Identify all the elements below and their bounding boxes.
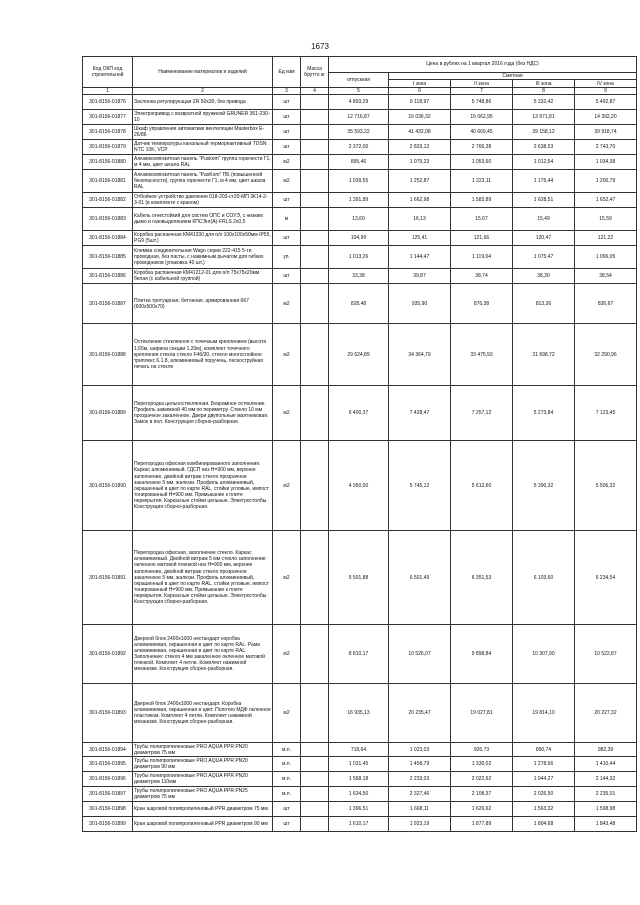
- row-unit: шт: [273, 231, 301, 246]
- row-release-price: 5 501,88: [329, 531, 389, 625]
- row-name: Алюмокомпозитная панель "PasKom" ПБ (повышенной безопасности), группа горючести Г1, м 4 мм, цвет шкала RAL: [133, 170, 273, 193]
- col-number: 5: [329, 88, 389, 95]
- row-zone1-price: 41 432,08: [389, 125, 451, 140]
- row-mass: [301, 386, 329, 441]
- col-header-release: отпускная: [329, 73, 389, 88]
- row-zone4-price: 982,39: [575, 743, 637, 757]
- row-code: 301-8156-01882: [83, 193, 133, 208]
- col-header-price-group: Цена в рублях на 1 квартал 2016 года (без НДС): [329, 57, 637, 73]
- row-name: Коробка распаечная КМ41330 для о/п 100x100x50мм IP55, PG9 (5шт.): [134, 232, 271, 245]
- row-code: 301-8156-01886: [83, 269, 133, 284]
- row-zone2-price: 926,73: [451, 743, 513, 757]
- row-zone2-price: 2 766,38: [451, 140, 513, 155]
- row-zone2-price: 1 626,62: [451, 802, 513, 817]
- row-zone4-price: 38,54: [575, 269, 637, 284]
- row-zone4-price: 121,22: [575, 231, 637, 246]
- row-name: Трубы полипропиленовые PRO AQUA PPR PN20 диаметром 75 мм: [133, 743, 273, 757]
- row-code: 301-8156-01885: [83, 246, 133, 269]
- row-zone2-price: 40 669,45: [451, 125, 513, 140]
- row-zone2-price: 19 027,81: [451, 684, 513, 743]
- row-zone1-price: 20 235,47: [389, 684, 451, 743]
- row-zone2-price: 1 877,89: [451, 817, 513, 832]
- table-row: [83, 787, 637, 802]
- row-zone2-price: 5 612,60: [451, 441, 513, 531]
- row-name: Дверной блок 2400x1000 нестандарт. Коробка алюминиевая, окрашенная в цвет. Полотно МДФ окленное пластиком. Комплект 4 петли. Комплект нажимной механизм. Конструкция сборно-разборная.: [133, 684, 273, 743]
- row-code: 301-8156-01894: [83, 743, 133, 757]
- table-row: [83, 531, 637, 625]
- row-zone3-price: 1 278,66: [513, 757, 575, 772]
- row-zone3-price: 15,49: [513, 208, 575, 231]
- row-unit: м: [273, 208, 301, 231]
- row-mass: [301, 757, 329, 772]
- row-zone1-price: 39,87: [389, 269, 451, 284]
- col-number: 8: [513, 88, 575, 95]
- row-zone1-price: 935,90: [389, 284, 451, 324]
- col-number: 3: [273, 88, 301, 95]
- row-release-price: 1 634,50: [329, 787, 389, 802]
- row-unit: м2: [273, 386, 301, 441]
- row-zone3-price: 1 175,44: [513, 170, 575, 193]
- row-zone2-price: 121,66: [451, 231, 513, 246]
- row-unit: шт: [273, 269, 301, 284]
- row-zone1-price: 1 079,23: [389, 155, 451, 170]
- row-name: Алюмокомпозитная панель "Puskom" группа горючести Г1, м 4 мм, цвет шкала RAL: [134, 156, 271, 169]
- row-mass: [301, 208, 329, 231]
- row-zone3-price: 1 628,51: [513, 193, 575, 208]
- row-code: 301-8156-01893: [83, 684, 133, 743]
- row-zone4-price: 836,67: [575, 284, 637, 324]
- table-row: [83, 140, 637, 155]
- row-code: 301-8156-01890: [83, 441, 133, 531]
- table-row: [83, 269, 637, 284]
- row-mass: [301, 193, 329, 208]
- row-zone4-price: 1 096,05: [575, 246, 637, 269]
- row-zone2-price: 9 898,84: [451, 625, 513, 684]
- row-zone1-price: 1 668,11: [389, 802, 451, 817]
- row-mass: [301, 140, 329, 155]
- row-zone2-price: 1 583,89: [451, 193, 513, 208]
- row-mass: [301, 246, 329, 269]
- price-table: [82, 56, 637, 832]
- row-unit: м2: [273, 324, 301, 386]
- table-row: [83, 231, 637, 246]
- row-zone4-price: 1 410,44: [575, 757, 637, 772]
- row-unit: шт: [273, 95, 301, 110]
- col-number: 4: [301, 88, 329, 95]
- row-name: Кран шаровой полипропиленовый PPR диаметром 90 мм: [133, 817, 273, 832]
- row-mass: [301, 817, 329, 832]
- row-zone2-price: 1 330,02: [451, 757, 513, 772]
- col-header-name: Наименование материалов и изделий: [133, 57, 273, 88]
- row-mass: [301, 155, 329, 170]
- row-zone2-price: 876,38: [451, 284, 513, 324]
- row-zone4-price: 2 235,01: [575, 787, 637, 802]
- row-code: 301-8156-01899: [83, 817, 133, 832]
- row-zone3-price: 1 012,54: [513, 155, 575, 170]
- row-zone4-price: 14 392,20: [575, 110, 637, 125]
- row-zone3-price: 10 307,90: [513, 625, 575, 684]
- row-release-price: 12 716,87: [329, 110, 389, 125]
- table-header: [83, 57, 637, 95]
- col-header-zone1: I зона: [389, 80, 451, 88]
- row-unit: шт: [273, 817, 301, 832]
- row-zone4-price: 7 123,45: [575, 386, 637, 441]
- row-unit: шт: [273, 125, 301, 140]
- row-release-price: 16 935,13: [329, 684, 389, 743]
- table-row: [83, 95, 637, 110]
- row-zone3-price: 5 332,42: [513, 95, 575, 110]
- row-zone3-price: 1 804,68: [513, 817, 575, 832]
- row-name: Кабель огнестойкий для систем ОПС и СОУЭ, с низким дымо и газовыделением КПСЭнг(А)-FRLS 2x0,5: [133, 208, 273, 231]
- row-name: Клемма соединительная Wago серии 222-415 5-ти проводная, без пасты, с нажимным рычагом для гибких проводников (упаковка 40 шт.): [133, 246, 273, 269]
- row-code: 301-8156-01895: [83, 757, 133, 772]
- row-mass: [301, 110, 329, 125]
- row-mass: [301, 772, 329, 787]
- col-number: 7: [451, 88, 513, 95]
- row-release-price: 13,60: [329, 208, 389, 231]
- row-unit: м.п.: [273, 743, 301, 757]
- row-mass: [301, 324, 329, 386]
- row-mass: [301, 269, 329, 284]
- row-zone2-price: 1 119,04: [451, 246, 513, 269]
- row-code: 301-8156-01889: [83, 386, 133, 441]
- col-header-code: Код ОКП код строительной: [83, 57, 133, 88]
- row-zone2-price: 2 022,62: [451, 772, 513, 787]
- row-zone1-price: 2 833,12: [389, 140, 451, 155]
- row-zone3-price: 38,30: [513, 269, 575, 284]
- table-body: [83, 95, 637, 832]
- row-unit: м2: [273, 531, 301, 625]
- row-zone4-price: 6 234,54: [575, 531, 637, 625]
- row-release-price: 895,46: [329, 155, 389, 170]
- row-zone2-price: 5 748,86: [451, 95, 513, 110]
- row-zone4-price: 15,59: [575, 208, 637, 231]
- row-name: Дверной блок 2400x1000 нестандарт коробка алюминиевая, окрашенная в цвет по карте RAL. Рама алюминиевая, окрашенная в цвет по карте RAL. Заполнение: стекло 4 мм закаленное окленное матовой пленкой. Комплект 4 петли. Комплект нажимной механизм. Конструкция сборно-разборная.: [133, 625, 273, 684]
- row-release-price: 4 950,00: [329, 441, 389, 531]
- table-row: [83, 125, 637, 140]
- row-zone4-price: 5 492,87: [575, 95, 637, 110]
- row-zone1-price: 7 428,47: [389, 386, 451, 441]
- row-zone2-price: 15,67: [451, 208, 513, 231]
- row-release-price: 1 031,45: [329, 757, 389, 772]
- row-code: 301-8156-01887: [83, 284, 133, 324]
- row-zone4-price: 1 200,79: [575, 170, 637, 193]
- row-zone1-price: 1 023,03: [389, 743, 451, 757]
- table-row: [83, 155, 637, 170]
- row-zone3-price: 1 944,27: [513, 772, 575, 787]
- row-code: 301-8156-01878: [83, 125, 133, 140]
- row-unit: уп.: [273, 246, 301, 269]
- col-header-zone2: II зона: [451, 80, 513, 88]
- row-zone2-price: 33 475,93: [451, 324, 513, 386]
- row-zone1-price: 16,13: [389, 208, 451, 231]
- row-code: 301-8156-01881: [83, 170, 133, 193]
- row-zone2-price: 1 223,11: [451, 170, 513, 193]
- row-release-price: 828,48: [329, 284, 389, 324]
- row-zone2-price: 7 257,12: [451, 386, 513, 441]
- row-release-price: 6 400,37: [329, 386, 389, 441]
- row-code: 301-8156-01892: [83, 625, 133, 684]
- row-release-price: 4 893,29: [329, 95, 389, 110]
- table-row: [83, 324, 637, 386]
- table-row: [83, 802, 637, 817]
- row-name: Трубы полипропиленовые PRO AQUA PPR PN20 диаметром 90 мм: [133, 757, 273, 772]
- row-unit: шт: [273, 193, 301, 208]
- row-name: Шкаф управления автоматики вентиляции Masterbox E-26/86: [133, 125, 273, 140]
- row-mass: [301, 684, 329, 743]
- row-zone1-price: 2 233,03: [389, 772, 451, 787]
- row-zone1-price: 6 501,49: [389, 531, 451, 625]
- row-zone4-price: 32 290,96: [575, 324, 637, 386]
- table-row: [83, 170, 637, 193]
- row-zone4-price: 10 522,87: [575, 625, 637, 684]
- row-release-price: 29 624,89: [329, 324, 389, 386]
- row-zone2-price: 1 053,60: [451, 155, 513, 170]
- row-zone1-price: 1 144,47: [389, 246, 451, 269]
- row-unit: м.п.: [273, 787, 301, 802]
- row-mass: [301, 125, 329, 140]
- row-unit: м2: [273, 625, 301, 684]
- row-zone1-price: 6 118,97: [389, 95, 451, 110]
- table-row: [83, 284, 637, 324]
- col-header-mass: Масса брутто кг: [301, 57, 329, 88]
- row-zone2-price: 6 351,53: [451, 531, 513, 625]
- row-mass: [301, 802, 329, 817]
- row-unit: м.п.: [273, 772, 301, 787]
- col-header-zone4: IV зона: [575, 80, 637, 88]
- row-zone1-price: 5 745,12: [389, 441, 451, 531]
- table-row: [83, 743, 637, 757]
- row-code: 301-8156-01876: [83, 95, 133, 110]
- row-name: Остекление стеклянное с точечным креплением (высота 1,65м, ширина секции 1,20м), комплект точечного крепления стекла стекло F4б/30, стекло многослойное триплекс 6.1.8, алюминиевый поручень, пескоструйная печать на стекле: [133, 324, 273, 386]
- row-zone3-price: 2 638,53: [513, 140, 575, 155]
- row-name: Трубы полипропиленовые PRO AQUA PPR PN20 диаметром 110мм: [133, 772, 273, 787]
- row-zone4-price: 39 918,74: [575, 125, 637, 140]
- row-zone3-price: 890,74: [513, 743, 575, 757]
- col-number: 6: [389, 88, 451, 95]
- row-zone2-price: 15 062,95: [451, 110, 513, 125]
- row-code: 301-8156-01896: [83, 772, 133, 787]
- row-release-price: 1 568,18: [329, 772, 389, 787]
- row-release-price: 718,64: [329, 743, 389, 757]
- row-zone2-price: 2 108,37: [451, 787, 513, 802]
- row-name: Датчик температуры канальный термореактивный TDSN NTC 10K, VCP: [133, 140, 273, 155]
- row-zone2-price: 38,74: [451, 269, 513, 284]
- row-zone4-price: 2 743,70: [575, 140, 637, 155]
- row-unit: м2: [273, 441, 301, 531]
- row-name: Перегородка офисная, заполнение стекло. Каркас алюминиевый. Двойной витраж 5 мм стекло заполнение окленное матовой пленкой низ H=900 мм, верхнее заполнение, двойной витраж стекло прозрачное закаленное 5 мм, жалюзи. Профиль алюминиевый, окрашенный в цвет по карте RAL, стойки угловые, импост тонированный H=900 мм. Примыкание к плите перекрытия. Каркасные стойки цельные. Электростолбы. Конструкция сборно-разборная.: [133, 531, 273, 625]
- row-code: 301-8156-01888: [83, 324, 133, 386]
- row-zone3-price: 813,26: [513, 284, 575, 324]
- table-row: [83, 246, 637, 269]
- row-release-price: 2 372,00: [329, 140, 389, 155]
- row-zone1-price: 1 662,98: [389, 193, 451, 208]
- row-unit: м2: [273, 155, 301, 170]
- row-zone4-price: 5 506,32: [575, 441, 637, 531]
- column-number-row: [83, 88, 637, 95]
- row-name: Отбойное устройство давления 018-203-ст20-МП 3К14-2-3-01 (в комплекте с краном): [133, 193, 273, 208]
- row-zone3-price: 31 698,72: [513, 324, 575, 386]
- row-unit: шт: [273, 140, 301, 155]
- row-unit: м2: [273, 170, 301, 193]
- row-zone4-price: 1 652,47: [575, 193, 637, 208]
- row-zone3-price: 13 971,81: [513, 110, 575, 125]
- col-number: 9: [575, 88, 637, 95]
- row-code: 301-8156-01880: [83, 155, 133, 170]
- row-code: 301-8156-01891: [83, 531, 133, 625]
- row-name: Электропривод с возвратной пружиной GRUNER 361-230-10: [133, 110, 273, 125]
- row-zone4-price: 20 227,32: [575, 684, 637, 743]
- table-row: [83, 193, 637, 208]
- row-release-price: 8 810,17: [329, 625, 389, 684]
- table-row: [83, 110, 637, 125]
- row-mass: [301, 170, 329, 193]
- row-name: Плитка тротуарная, бетонная, армированная 6К7 (600x500x70): [133, 284, 273, 324]
- table-row: [83, 386, 637, 441]
- row-mass: [301, 441, 329, 531]
- row-zone1-price: 2 327,46: [389, 787, 451, 802]
- row-zone1-price: 125,41: [389, 231, 451, 246]
- row-release-price: 1 610,17: [329, 817, 389, 832]
- row-zone1-price: 1 923,19: [389, 817, 451, 832]
- table-row: [83, 684, 637, 743]
- row-zone3-price: 5 390,32: [513, 441, 575, 531]
- row-zone3-price: 39 158,12: [513, 125, 575, 140]
- row-unit: м2: [273, 684, 301, 743]
- row-unit: м2: [273, 284, 301, 324]
- table-row: [83, 757, 637, 772]
- row-code: 301-8156-01898: [83, 802, 133, 817]
- row-mass: [301, 787, 329, 802]
- row-name: Перегородка цельностеклянная. Безрамное остекление. Профиль зажимной 40 мм по периметру. Стекло 10 мм прозрачное закаленное. Двери двупольные маятниковая. Замок в пол. Конструкция сборно-разборная.: [133, 386, 273, 441]
- table-row: [83, 208, 637, 231]
- row-code: 301-8156-01879: [83, 140, 133, 155]
- row-zone1-price: 34 364,79: [389, 324, 451, 386]
- page-number: 1673: [311, 42, 329, 51]
- row-zone3-price: 6 103,60: [513, 531, 575, 625]
- row-release-price: 33,38: [329, 269, 389, 284]
- row-zone1-price: 10 526,07: [389, 625, 451, 684]
- row-code: 301-8156-01883: [83, 208, 133, 231]
- row-name: Коробка распаечная КМ41212-01 для о/п 75x75x20мм белая (с кабельной группой): [133, 269, 273, 284]
- row-unit: шт: [273, 110, 301, 125]
- row-mass: [301, 743, 329, 757]
- row-unit: м.п.: [273, 757, 301, 772]
- row-mass: [301, 284, 329, 324]
- row-release-price: 1 391,89: [329, 193, 389, 208]
- row-code: 301-8156-01897: [83, 787, 133, 802]
- row-mass: [301, 625, 329, 684]
- row-mass: [301, 531, 329, 625]
- row-name: Трубы полипропиленовые PRO AQUA PPR PN25 диаметром 75 мм: [133, 787, 273, 802]
- row-zone1-price: 1 458,79: [389, 757, 451, 772]
- row-zone4-price: 2 144,32: [575, 772, 637, 787]
- row-zone4-price: 1 843,48: [575, 817, 637, 832]
- row-mass: [301, 95, 329, 110]
- col-header-unit: Ед изм: [273, 57, 301, 88]
- row-zone3-price: 2 026,50: [513, 787, 575, 802]
- table-row: [83, 772, 637, 787]
- row-zone3-price: 1 075,47: [513, 246, 575, 269]
- row-zone4-price: 1 598,98: [575, 802, 637, 817]
- row-release-price: 35 593,22: [329, 125, 389, 140]
- row-unit: шт: [273, 802, 301, 817]
- row-zone3-price: 1 563,32: [513, 802, 575, 817]
- row-release-price: 1 039,55: [329, 170, 389, 193]
- table-row: [83, 441, 637, 531]
- row-code: 301-8156-01877: [83, 110, 133, 125]
- row-zone1-price: 16 036,32: [389, 110, 451, 125]
- row-zone1-price: 1 252,87: [389, 170, 451, 193]
- row-name: Заслонка регулирующая ZR 50x30, без привода: [133, 95, 273, 110]
- col-number: 2: [133, 88, 273, 95]
- row-mass: [301, 231, 329, 246]
- row-release-price: 104,99: [329, 231, 389, 246]
- row-zone3-price: 120,47: [513, 231, 575, 246]
- row-name: Перегородка офисная комбинированного заполнения. Каркас алюминиевый. ГДСП низ H=900 мм, верхнее заполнение, двойной витраж стекло прозрачное закаленное 5 мм, жалюзи. Профиль алюминиевый, окрашенный в цвет по карте RAL, стойки угловые, импост тонированный H=900 мм. Примыкание к плите перекрытия. Каркасные стойки цельные. Электростолбы. Конструкция сборно-разборная.: [133, 441, 273, 531]
- row-zone3-price: 19 814,10: [513, 684, 575, 743]
- table-row: [83, 625, 637, 684]
- row-name: Кран шаровой полипропиленовый PPR диаметром 75 мм: [133, 802, 273, 817]
- row-zone3-price: 5 273,84: [513, 386, 575, 441]
- row-code: 301-8156-01884: [83, 231, 133, 246]
- col-header-zone3: III зона: [513, 80, 575, 88]
- row-release-price: 1 013,26: [329, 246, 389, 269]
- row-release-price: 1 396,51: [329, 802, 389, 817]
- col-header-estimate: Сметная: [389, 73, 637, 80]
- row-zone4-price: 1 034,38: [575, 155, 637, 170]
- col-number: 1: [83, 88, 133, 95]
- table-row: [83, 817, 637, 832]
